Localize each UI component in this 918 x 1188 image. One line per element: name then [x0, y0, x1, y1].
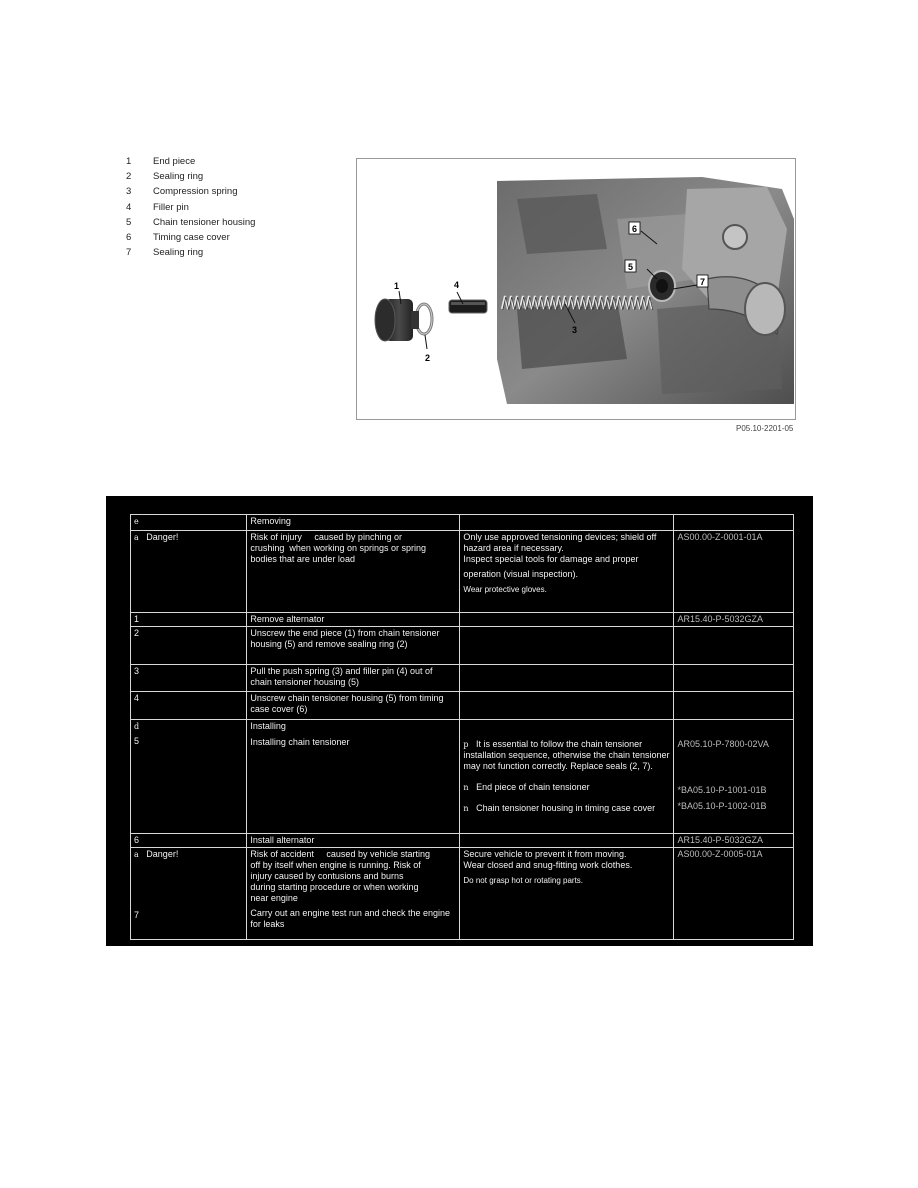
- table-row: 1 Remove alternator AR15.40-P-5032GZA: [131, 613, 794, 627]
- installing-symbol: d: [134, 722, 140, 731]
- legend-item: 1 End piece: [126, 156, 196, 167]
- document-reference: *BA05.10-P-1002-01B: [677, 801, 767, 811]
- callout-5: 5: [628, 262, 634, 272]
- danger-label: Danger!: [146, 849, 179, 859]
- legend-item: 6 Timing case cover: [126, 232, 230, 244]
- document-reference: AR05.10-P-7800-02VA: [677, 739, 769, 749]
- legend-item: 5 Chain tensioner housing: [126, 216, 256, 228]
- callout-3: 3: [572, 325, 578, 335]
- table-row: 2 Unscrew the end piece (1) from chain tensioner housing (5) and remove sealing ring (2): [131, 627, 794, 665]
- procedure-panel: [106, 496, 813, 946]
- table-row: a Danger! Risk of injury caused by pinching or crushing when working on springs or spring bodies that are under load Only use approved tensioning devices; shield off hazard area if necessary. Inspect special tools for damage and proper operation (visual inspection). Wear protective gloves. AS00.00-Z-0001-01A: [131, 531, 794, 613]
- danger-icon: a: [134, 850, 139, 859]
- danger-label: Danger!: [146, 532, 179, 542]
- table-row: d 5 Installing Installing chain tensioner p It is essential to follow the chain tensioner installation sequence, otherwise the chain tensioner may not function correctly. Replace seals (2, 7). n End piece of chain tensioner n Chain tensioner housing in timing case cover AR05.10-P-7800-02VA *BA05.10-P-1001-01B *BA05.10-P-1002-01B: [131, 720, 794, 834]
- table-row: a Danger! 7 Risk of accident caused by vehicle starting off by itself when engine is running. Risk of injury caused by contusions and burns during starting procedure or when working near engine Carry out an engine test run and check the engine for leaks Secure vehicle to prevent it from moving. Wear closed and snug-fitting work clothes. Do not grasp hot or rotating parts. AS00.00-Z-0005-01A: [131, 848, 794, 940]
- engine-illustration: [356, 158, 796, 420]
- section-title-removing: Removing: [247, 515, 460, 531]
- filler-pin: [449, 300, 487, 313]
- document-reference: AR15.40-P-5032GZA: [674, 613, 794, 627]
- figure-caption: P05.10-2201-05: [736, 424, 794, 433]
- callout-6: 6: [632, 224, 638, 234]
- document-reference: AR15.40-P-5032GZA: [674, 834, 794, 848]
- table-row: 3 Pull the push spring (3) and filler pin (4) out of chain tensioner housing (5): [131, 665, 794, 692]
- note-icon: p: [463, 740, 469, 749]
- bullet-icon: n: [463, 783, 469, 792]
- table-row: [131, 515, 794, 531]
- callout-1: 1: [394, 281, 400, 291]
- danger-icon: a: [134, 533, 139, 542]
- callout-4: 4: [454, 280, 460, 290]
- parts-legend: [126, 154, 255, 260]
- legend-item: 7 Sealing ring: [126, 247, 204, 259]
- legend-item: 3 Compression spring: [126, 186, 238, 198]
- procedure-table: [130, 514, 794, 940]
- document-reference: AS00.00-Z-0005-01A: [674, 848, 794, 940]
- table-row: 6 Install alternator AR15.40-P-5032GZA: [131, 834, 794, 848]
- table-row: 4 Unscrew chain tensioner housing (5) from timing case cover (6): [131, 692, 794, 720]
- legend-item: 4 Filler pin: [126, 201, 189, 213]
- callout-7: 7: [700, 277, 706, 287]
- removing-symbol: e: [134, 517, 139, 526]
- legend-item: 2 Sealing ring: [126, 171, 204, 183]
- engine-drawing: [357, 159, 795, 419]
- bullet-icon: n: [463, 804, 469, 813]
- section-title-installing: Installing: [250, 721, 286, 731]
- document-reference: AS00.00-Z-0001-01A: [674, 531, 794, 613]
- callout-2: 2: [425, 353, 431, 363]
- document-reference: *BA05.10-P-1001-01B: [677, 785, 767, 795]
